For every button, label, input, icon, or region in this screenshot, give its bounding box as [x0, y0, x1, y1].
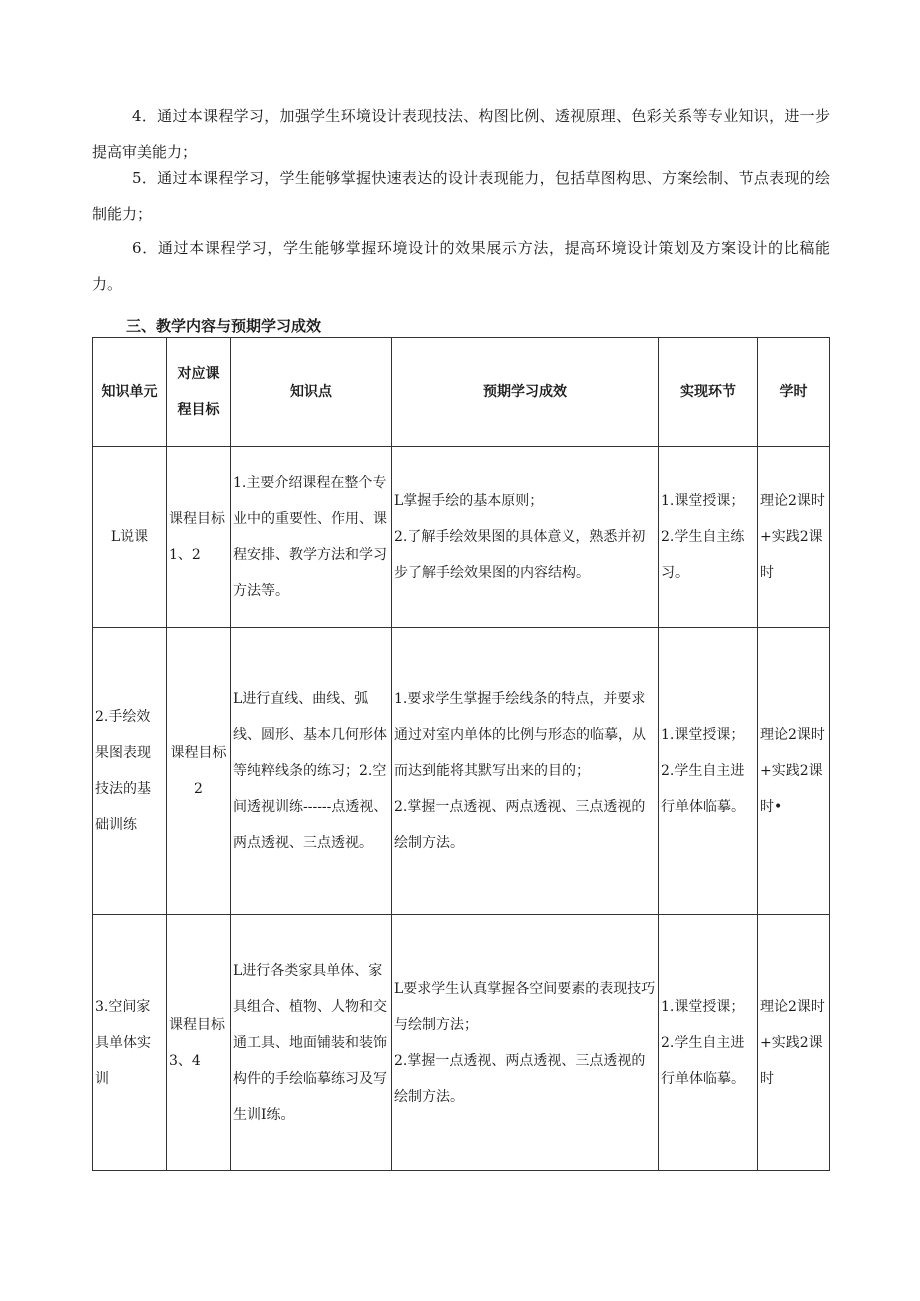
outcome-item: 2.了解手绘效果图的具体意义，熟悉并初步了解手绘效果图的内容结构。 — [394, 529, 646, 581]
header-goal-line2: 程目标 — [177, 402, 220, 418]
cell-points: L进行各类家具单体、家具组合、植物、人物和交通工具、地面铺装和装饰构件的手绘临摹练习及写生训I练。 — [231, 915, 392, 1171]
table-row — [93, 915, 830, 1171]
table-row — [93, 628, 830, 915]
cell-unit: 3.空间家具单体实训 — [93, 915, 167, 1171]
cell-hours: 理论2课时+实践2课时• — [758, 628, 830, 915]
header-goal-line1: 对应课 — [177, 366, 220, 382]
outcome-item: 1.要求学生掌握手绘线条的特点，并要求通过对室内单体的比例与形态的临摹，从而达到能将其默写出来的目的； — [394, 691, 646, 779]
cell-outcome — [392, 915, 659, 1171]
outcome-item: L掌握手绘的基本原则； — [394, 493, 544, 509]
cell-points: 1.主要介绍课程在整个专业中的重要性、作用、课程安排、教学方法和学习方法等。 — [231, 447, 392, 628]
section-title: 三、教学内容与预期学习成效 — [126, 317, 322, 335]
paragraph-goal-4: 4．通过本课程学习，加强学生环境设计表现技法、构图比例、透视原理、色彩关系等专业知识，进一步提高审美能力； — [92, 107, 830, 161]
cell-unit: 2.手绘效果图表现技法的基础训练 — [93, 628, 167, 915]
paragraph-goal-6: 6．通过本课程学习，学生能够掌握环境设计的效果展示方法，提高环境设计策划及方案设计的比稿能力。 — [92, 239, 830, 293]
outcome-item: 2.掌握一点透视、两点透视、三点透视的绘制方法。 — [394, 799, 646, 851]
paragraph-goal-5: 5．通过本课程学习，学生能够掌握快速表达的设计表现能力，包括草图构思、方案绘制、节点表现的绘制能力； — [92, 169, 830, 223]
teaching-content-table — [92, 337, 830, 1171]
cell-goal: 课程目标2 — [167, 628, 231, 915]
method-item: 1.课堂授课； — [661, 998, 745, 1015]
cell-points: L进行直线、曲线、弧线、圆形、基本几何形体等纯粹线条的练习；2.空间透视训练------点透视、两点透视、三点透视。 — [231, 628, 392, 915]
method-item: 1.课堂授课； — [661, 493, 745, 509]
cell-goal: 课程目标3、4 — [167, 915, 231, 1171]
header-unit: 知识单元 — [93, 338, 167, 447]
method-item: 2.学生自主进行单体临摹。 — [661, 763, 745, 815]
method-item: 2.学生自主练习。 — [661, 529, 745, 581]
header-points: 知识点 — [231, 338, 392, 447]
cell-outcome — [392, 447, 659, 628]
header-hours: 学时 — [758, 338, 830, 447]
outcome-item: L要求学生认真掌握各空间要素的表现技巧与绘制方法； — [394, 980, 656, 1033]
table-header-row — [93, 338, 830, 447]
cell-goal: 课程目标1、2 — [167, 447, 231, 628]
cell-hours: 理论2课时+实践2课时 — [758, 915, 830, 1171]
table-row — [93, 447, 830, 628]
cell-method — [659, 915, 758, 1171]
header-method: 实现环节 — [659, 338, 758, 447]
cell-hours: 理论2课时+实践2课时 — [758, 447, 830, 628]
header-goal — [167, 338, 231, 447]
header-outcome: 预期学习成效 — [392, 338, 659, 447]
cell-method — [659, 447, 758, 628]
cell-method — [659, 628, 758, 915]
outcome-item: 2.掌握一点透视、两点透视、三点透视的绘制方法。 — [394, 1052, 646, 1105]
method-item: 1.课堂授课； — [661, 727, 745, 743]
method-item: 2.学生自主进行单体临摹。 — [661, 1034, 745, 1087]
cell-outcome — [392, 628, 659, 915]
cell-unit: L说课 — [93, 447, 167, 628]
